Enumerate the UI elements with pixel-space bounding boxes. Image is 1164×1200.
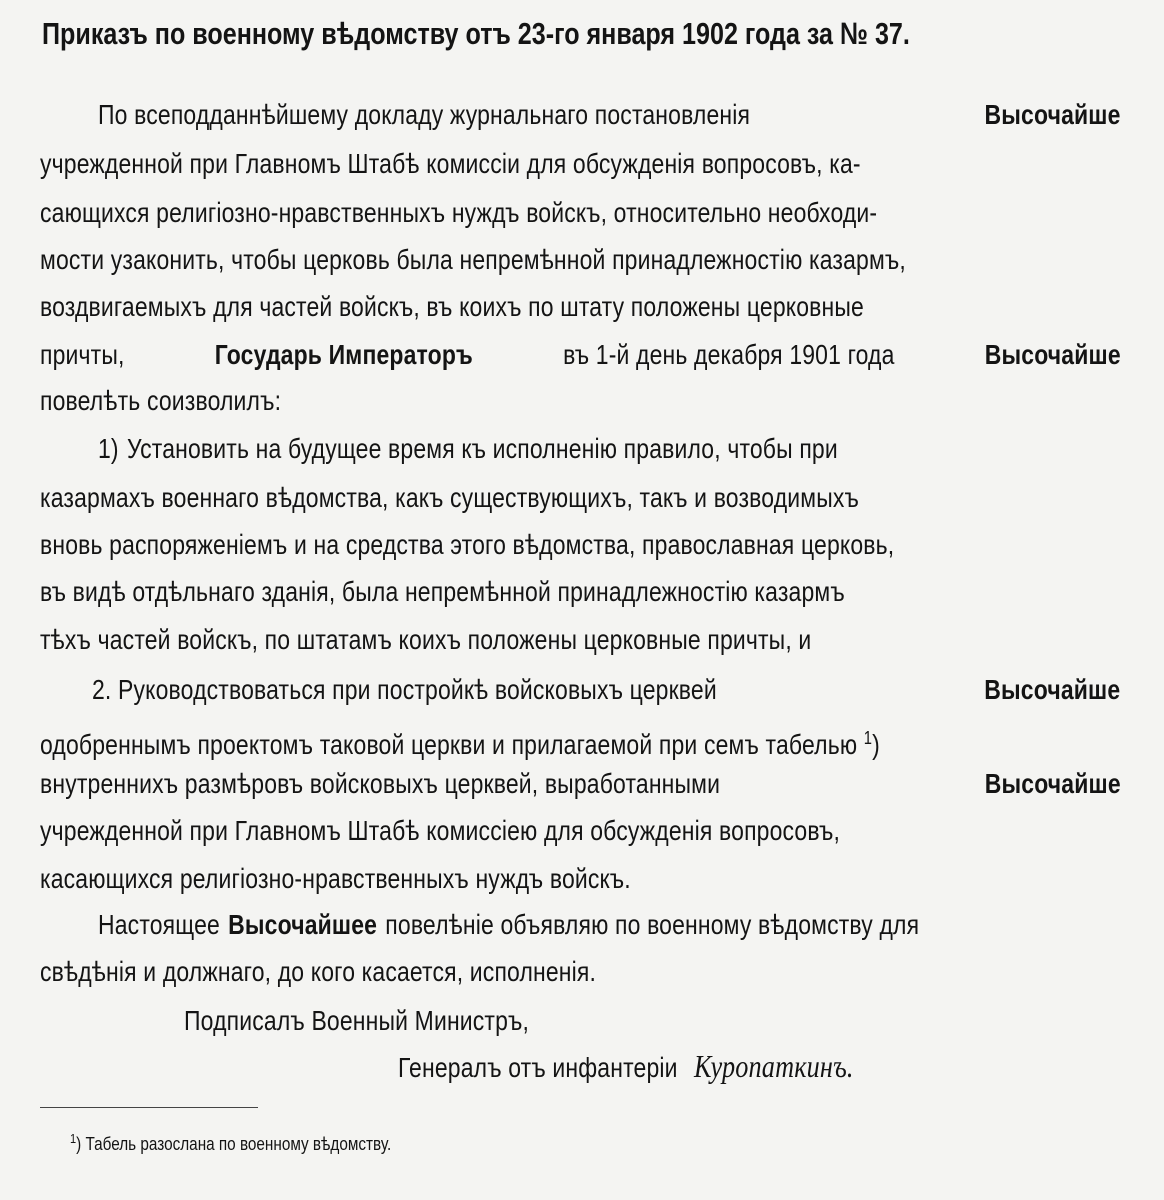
p1-line-6: причты, Государь Императоръ въ 1-й день декабря 1901 года Высочайше bbox=[40, 339, 1121, 370]
p3-line-3: внутреннихъ размѣровъ войсковыхъ церквей, выработанными Высочайше bbox=[40, 768, 1121, 799]
p2-line-2: казармахъ военнаго вѣдомства, какъ существующихъ, такъ и возводимыхъ bbox=[40, 482, 860, 513]
footnote-divider bbox=[40, 1107, 258, 1108]
order-title: Приказъ по военному вѣдомству отъ 23-го января 1902 года за № 37. bbox=[42, 16, 910, 51]
signature-line-1: Подписалъ Военный Министръ, bbox=[184, 1005, 530, 1036]
p4-line-1: Настоящее Высочайшее повелѣніе объявляю по военному вѣдомству для bbox=[98, 909, 920, 940]
p1-line-3: сающихся религіозно-нравственныхъ нуждъ войскъ, относительно необходи- bbox=[40, 197, 878, 228]
p1-line-2: учрежденной при Главномъ Штабѣ комиссіи для обсужденія вопросовъ, ка- bbox=[40, 148, 861, 179]
signatory-name: Куропаткинъ. bbox=[694, 1048, 854, 1084]
p1-line-5: воздвигаемыхъ для частей войскъ, въ коихъ по штату положены церковные bbox=[40, 291, 864, 322]
p1-line-1: По всеподданнѣйшему докладу журнальнаго постановленія Высочайше bbox=[98, 99, 1121, 130]
signature-line-2: Генералъ отъ инфантеріи Куропаткинъ. bbox=[398, 1048, 854, 1084]
p3-line-2: одобреннымъ проектомъ таковой церкви и прилагаемой при семъ табелью $^1$) bbox=[40, 728, 880, 760]
p1-line-4: мости узаконить, чтобы церковь была непремѣнной принадлежностію казармъ, bbox=[40, 244, 906, 275]
p2-line-3: вновь распоряженіемъ и на средства этого вѣдомства, православная церковь, bbox=[40, 529, 895, 560]
p3-line-1: 2. Руководствоваться при постройкѣ войсковыхъ церквей Высочайше bbox=[92, 674, 1121, 705]
footnote-ref: 1 bbox=[863, 728, 873, 748]
p2-line-5: тѣхъ частей войскъ, по штатамъ коихъ положены церковные причты, и bbox=[40, 624, 812, 655]
footnote: $^1$) Табель разослана по военному вѣдомству. bbox=[70, 1131, 392, 1154]
p1-line-7: повелѣть соизволилъ: bbox=[40, 385, 282, 416]
p4-line-2: свѣдѣнія и должнаго, до кого касается, исполненія. bbox=[40, 956, 597, 987]
p2-line-1: 1) Установить на будущее время къ исполненію правило, чтобы при bbox=[98, 433, 838, 464]
p2-line-4: въ видѣ отдѣльнаго зданія, была непремѣнной принадлежностію казармъ bbox=[40, 576, 845, 607]
p3-line-5: касающихся религіозно-нравственныхъ нуждъ войскъ. bbox=[40, 863, 631, 894]
p3-line-4: учрежденной при Главномъ Штабѣ комиссіею для обсужденія вопросовъ, bbox=[40, 815, 841, 846]
